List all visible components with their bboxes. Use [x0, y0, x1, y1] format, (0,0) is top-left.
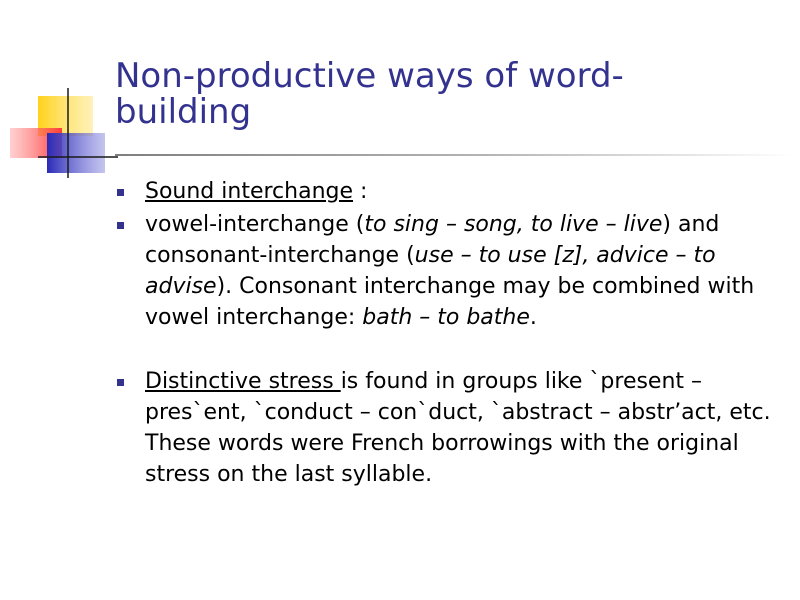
bullet-item [115, 176, 785, 207]
bullet-text: . [529, 305, 537, 330]
spacer [115, 335, 785, 366]
title-underline-rule [115, 154, 795, 156]
bullet-square-icon [117, 379, 124, 386]
bullet-item [115, 366, 785, 490]
bullet-text: : [353, 179, 368, 204]
bullet-example-italic: use – to use [z], advice – to advise [145, 243, 716, 299]
bullet-heading-underlined: Sound interchange [145, 179, 354, 204]
bullet-heading-underlined: Distinctive stress [145, 369, 341, 394]
bullet-text: vowel-interchange ( [145, 212, 365, 237]
slide-title: Non-productive ways of word-building [115, 56, 624, 132]
bullet-text: is found in groups like `present – pres`ent, `conduct – con`duct, `abstract – abstr’act, etc. These words were French borrowings with the original stress on the last syllable. [145, 369, 771, 487]
bullet-item [115, 209, 785, 333]
bullet-example-italic: to sing – song, to live – live [364, 212, 663, 237]
bullet-square-icon [117, 189, 124, 196]
bullet-square-icon [117, 222, 124, 229]
slide-body [115, 176, 785, 492]
bullet-text: ) and consonant-interchange ( [145, 212, 720, 268]
bullet-text: ). Consonant interchange may be combined with vowel interchange: [145, 274, 755, 330]
bullet-example-italic: bath – to bathe [362, 305, 530, 330]
deco-blue-square [47, 133, 105, 173]
decorative-squares-logo [0, 0, 120, 190]
